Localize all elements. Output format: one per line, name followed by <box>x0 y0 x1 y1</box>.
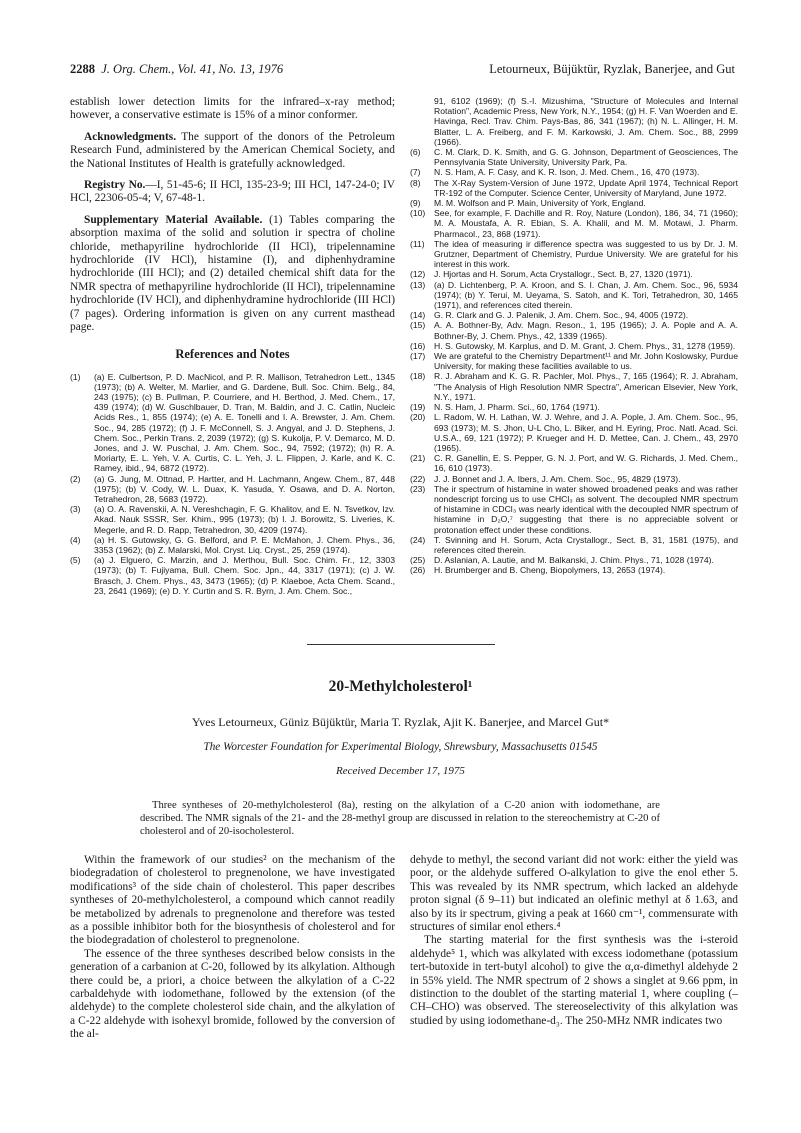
reference-item <box>410 453 738 473</box>
acknowledgments-label: Acknowledgments. <box>84 130 177 143</box>
reference-text: J. J. Bonnet and J. A. Ibers, J. Am. Chem. Soc., 95, 4829 (1973). <box>434 473 681 484</box>
reference-text: C. M. Clark, D. K. Smith, and G. G. Johnson, Department of Geosciences, The Pennsylvania State University, University Park, Pa. <box>434 147 738 168</box>
reference-number: (23) <box>410 483 426 494</box>
reference-number: (15) <box>410 320 426 331</box>
body-right-column <box>410 854 738 1028</box>
reference-item <box>410 555 738 565</box>
reference-text: (a) O. A. Ravenskii, A. N. Vereshchagin, F. G. Khalitov, and E. N. Tsvetkov, Izv. Akad. Nauk SSSR, Ser. Khim., 995 (1973); (b) I. J. Borowitz, S. Liveries, K. Megerle, and R. D. Rapp, Tetrahedron, 30, 4209 (1974). <box>94 504 395 535</box>
reference-item <box>410 341 738 351</box>
reference-item <box>410 280 738 311</box>
reference-text: H. Brumberger and B. Cheng, Biopolymers, 13, 2653 (1974). <box>434 565 666 576</box>
reference-text: (a) D. Lichtenberg, P. A. Kroon, and S. I. Chan, J. Am. Chem. Soc., 96, 5934 (1974); (b) Y. Terui, M. Ueyama, S. Satoh, and K. Tori, Tetrahedron, 30, 1465 (1971), and references cited therein. <box>434 279 738 311</box>
reference-item <box>410 484 738 535</box>
reference-item <box>70 535 395 555</box>
reference-number: (14) <box>410 310 426 321</box>
reference-text: (a) H. S. Gutowsky, G. G. Belford, and P. E. McMahon, J. Chem. Phys., 36, 3353 (1962); (b) Z. Malarski, Mol. Cryst. Liq. Cryst., 25, 259 (1974). <box>94 534 395 555</box>
reference-item <box>410 412 738 453</box>
reference-number: (26) <box>410 565 426 576</box>
reference-text: We are grateful to the Chemistry Department¹¹ and Mr. John Koslowsky, Purdue University, for making these facilities available to us. <box>434 351 738 372</box>
reference-text: D. Aslanian, A. Lautie, and M. Balkanski, J. Chim. Phys., 71, 1028 (1974). <box>434 555 714 566</box>
reference-number: (3) <box>70 504 81 515</box>
reference-text: R. J. Abraham and K. G. R. Pachler, Mol. Phys., 7, 165 (1964); R. J. Abraham, "The Analysis of High Resolution NMR Spectra", American Elsevier, New York, N.Y., 1971. <box>434 371 738 402</box>
reference-number: (25) <box>410 555 426 566</box>
prev-article-right-column <box>410 96 738 576</box>
reference-text: J. Hjortas and H. Sorum, Acta Crystallogr., Sect. B, 27, 1320 (1971). <box>434 269 693 280</box>
reference-text: C. R. Ganellin, E. S. Pepper, G. N. J. Port, and W. G. Richards, J. Med. Chem., 16, 610 (1973). <box>434 453 738 474</box>
reference-text: See, for example, F. Dachille and R. Roy, Nature (London), 186, 34, 71 (1960); M. A. Moustafa, A. R. Ebian, S. A. Khalil, and M. M. Motawi, J. Pharm. Pharmacol., 23, 868 (1971). <box>434 208 738 239</box>
reference-text: (a) J. Elguero, C. Marzin, and J. Merthou, Bull. Soc. Chim. Fr., 12, 3303 (1973); (b) T. Fujiyama, Bull. Chem. Soc. Jpn., 44, 3317 (1971); (c) J. W. Brasch, J. Chem. Phys., 43, 3473 (1965); (d) P. Klaeboe, Acta Chem. Scand., 23, 2641 (1969); (e) D. Y. Curtin and S. R. Byrn, J. Am. Chem. Soc., <box>94 555 395 596</box>
body-left-column <box>70 854 395 1042</box>
supplementary-text: (1) Tables comparing the absorption maxima of the solid and solution ir spectra of choline chloride, methapyriline hydrochloride (II HCl), tripelennamine hydrochloride (IV HCl), histamine (I), and diphenhydramine hydrochloride (III HCl); and (2) detailed chemical shift data for the NMR spectra of methapyriline hydrochloride (II HCl), tripelennamine hydrochloride (IV HCl), and diphenhydramine hydrochloride (III HCl) (7 pages). Ordering information is given on any current masthead page. <box>70 213 395 334</box>
reference-item <box>410 371 738 402</box>
running-head-authors: Letourneux, Büjüktür, Ryzlak, Banerjee, and Gut <box>489 62 735 76</box>
reference-number: (20) <box>410 412 426 423</box>
reference-text: N. S. Ham, J. Pharm. Sci., 60, 1764 (1971). <box>434 402 600 413</box>
reference-text: N. S. Ham, A. F. Casy, and K. R. Ison, J. Med. Chem., 16, 470 (1973). <box>434 167 700 178</box>
reference-number: (18) <box>410 371 426 382</box>
reference-item <box>410 320 738 340</box>
reference-number: (16) <box>410 340 426 351</box>
received-date: Received December 17, 1975 <box>336 765 465 777</box>
reference-number: (19) <box>410 402 426 413</box>
reference-text: The X-Ray System-Version of June 1972, Update April 1974, Technical Report TR-192 of the Computer. Science Center, University of Maryland, June 1972. <box>434 177 738 198</box>
body-paragraph: Within the framework of our studies² on the mechanism of the biodegradation of cholesterol to pregnenolone, we have investigated modifications³ of the side chain of cholesterol. This paper describes syntheses of 20-methylcholesterol, a compound which cannot readily be metabolized by adrenals to pregnenolone and therefore was tested as a possible inhibitor both for the biosynthesis of cholesterol and for the biodegradation of cholesterol to pregnenolone. <box>70 854 395 947</box>
reference-item <box>410 178 738 198</box>
article-affiliation: The Worcester Foundation for Experimental Biology, Shrewsbury, Massachusetts 01545 <box>203 741 598 753</box>
prev-article-left-column <box>70 96 395 596</box>
registry-paragraph <box>70 179 395 206</box>
reference-number: (12) <box>410 269 426 280</box>
reference-item <box>410 310 738 320</box>
reference-item <box>410 167 738 177</box>
reference-item <box>410 147 738 167</box>
reference-item <box>410 402 738 412</box>
reference-item <box>410 535 738 555</box>
reference-text: H. S. Gutowsky, M. Karplus, and D. M. Grant, J. Chem. Phys., 31, 1278 (1959). <box>434 340 736 351</box>
reference-number: (17) <box>410 351 426 362</box>
reference-number: (24) <box>410 534 426 545</box>
body-paragraph: The starting material for the first synthesis was the i-steroid aldehyde⁵ 1, which was alkylated with excess iodomethane (potassium tert-butoxide in tert-butyl alcohol) to give the α,α-dimethyl aldehyde 2 in 55% yield. The NMR spectrum of 2 shows a singlet at 9.66 ppm, in distinction to the doublet of the starting material 1, where coupling (–CH–CHO) was observed. The stereoselectivity of this alkylation was studied by using iodomethane-d₃. The 250-MHz NMR indicates two <box>410 934 738 1027</box>
reference-item <box>410 269 738 279</box>
supplementary-label: Supplementary Material Available. <box>84 213 263 226</box>
reference-number: (10) <box>410 208 426 219</box>
running-head-left <box>70 62 283 77</box>
reference-number: (8) <box>410 177 421 188</box>
reference-item <box>70 474 395 505</box>
reference-number: (21) <box>410 453 426 464</box>
reference-number: (22) <box>410 473 426 484</box>
reference-item <box>410 208 738 239</box>
reference-text: (a) E. Culbertson, P. D. MacNicol, and P. R. Mallison, Tetrahedron Lett., 1345 (1973); (b) A. Welter, M. Marlier, and G. Dardene, Bull. Soc. Chim. Belg., 84, 243 (1975); (c) B. Pullman, P. Courriere, and H. Berthod, J. Med. Chem., 17, 439 (1974); (d) W. Guschlbauer, D. Tran, M. Baldin, and J. C. Catlin, Nucleic Acids Res., 1, 855 (1974); (e) A. E. Tonelli and I. A. Brewster, J. Am. Chem. Soc., 94, 285 (1972); (f) J. F. McConnell, S. J. Angyal, and J. D. Stephens, J. Chem. Soc., Perkin Trans. 2, 2039 (1972); (g) S. Kukolja, P. V. Demarco, M. D. Jones, and J. W. Puschal, J. Am. Chem. Soc., 94, 7592; (1972); (h) R. A. Moriarty, E. L. Yeh, V. A. Curtis, C. L. Yeh, J. L. Flippen, J. Karle, and K. C. Ramey, ibid., 94, 6872 (1972). <box>94 371 395 474</box>
reference-text: (a) G. Jung, M. Ottnad, P. Hartter, and H. Lachmann, Angew. Chem., 87, 448 (1975); (b) V. Cody, W. L. Duax, K. Yasuda, Y. Osawa, and D. A. Norton, Tetrahedron, 28, 5683 (1972). <box>94 473 395 504</box>
article-abstract: Three syntheses of 20-methylcholesterol (8a), resting on the alkylation of a C-20 anion with iodomethane, are described. The NMR signals of the 21- and the 28-methyl group are discussed in relation to the stereochemistry at C-20 of cholesterol and of 20-isocholesterol. <box>140 800 660 837</box>
reference-item <box>70 555 395 596</box>
reference-text: T. Svinning and H. Sorum, Acta Crystallogr., Sect. B, 31, 1581 (1975), and references cited therein. <box>434 534 738 555</box>
reference-text: A. A. Bothner-By, Adv. Magn. Reson., 1, 195 (1965); J. A. Pople and A. A. Bothner-By, J. Chem. Phys., 42, 1339 (1965). <box>434 320 738 341</box>
reference-number: (11) <box>410 238 425 249</box>
reference-text: M. M. Wolfson and P. Main, University of York, England. <box>434 198 646 209</box>
reference-item <box>410 198 738 208</box>
reference-number: (5) <box>70 555 81 566</box>
reference-text: The ir spectrum of histamine in water showed broadened peaks and was rather nondescript forcing us to use CHCl₃ as solvent. The decoupled NMR spectrum of histamine in CDCl₃ was nearly identical with the decoupled NMR spectrum of histamine in D₂O,⁷ suggesting that there is no appreciable solvent or protonation effect under these conditions. <box>434 483 738 535</box>
reference-text: L. Radom, W. H. Lathan, W. J. Wehre, and J. A. Pople, J. Am. Chem. Soc., 95, 693 (1973); M. S. Jhon, U-L Cho, L. Biker, and H. Eyring, Proc. Natl. Acad. Sci. U.S.A., 69, 121 (1972); P. Krueger and H. D. Mettee, Can. J. Chem., 43, 2970 (1965). <box>434 412 738 453</box>
references-continuation <box>410 96 738 147</box>
supplementary-paragraph <box>70 214 395 335</box>
body-paragraph: The essence of the three syntheses described below consists in the generation of a carbanion at C-20, followed by its alkylation. Although there could be, a priori, a choice between the alkylation of a C-22 carbaldehyde with iodomethane, followed by the extension (of the aldehyde) to the complete cholesterol side chain, and the alkylation of a C-22 aldehyde with isohexyl bromide, followed by the conversion of the al- <box>70 947 395 1041</box>
references-heading: References and Notes <box>175 346 290 361</box>
closing-paragraph: establish lower detection limits for the infrared–x-ray method; however, a conservative estimate is 15% of a minor conformer. <box>70 96 395 122</box>
acknowledgments-paragraph <box>70 131 395 171</box>
reference-item <box>410 565 738 575</box>
article-title: 20-Methylcholesterol¹ <box>328 678 473 695</box>
page-number: 2288 <box>70 62 95 76</box>
references-list-left <box>70 372 395 596</box>
reference-number: (1) <box>70 371 81 382</box>
body-paragraph: dehyde to methyl, the second variant did not work: either the yield was poor, or the aldehyde suffered O-alkylation to give the enol ether 5. This was revealed by its NMR spectrum, which lacked an aldehyde proton signal (δ 9–11) but indicated an olefinic methyl at δ 1.63, and also by its ir spectrum, giving a peak at 1660 cm⁻¹, commensurate with structures of similar enol ethers.⁴ <box>410 854 738 934</box>
reference-number: (13) <box>410 279 426 290</box>
reference-number: (6) <box>410 147 421 158</box>
registry-text: —I, 51-45-6; II HCl, 135-23-9; III HCl, 147-24-0; IV HCl, 22306-05-4; V, 67-48-1. <box>70 179 395 205</box>
reference-item <box>410 474 738 484</box>
registry-label: Registry No. <box>84 179 146 192</box>
reference-item <box>70 504 395 535</box>
article-authors: Yves Letourneux, Güniz Büjüktür, Maria T. Ryzlak, Ajit K. Banerjee, and Marcel Gut* <box>191 715 610 729</box>
article-divider <box>307 644 495 645</box>
reference-number: (4) <box>70 534 81 545</box>
references-list-right <box>410 147 738 576</box>
journal-citation: J. Org. Chem., Vol. 41, No. 13, 1976 <box>101 62 284 76</box>
reference-text: G. R. Clark and G. J. Palenik, J. Am. Chem. Soc., 94, 4005 (1972). <box>434 310 689 321</box>
reference-item <box>410 351 738 371</box>
reference-item <box>70 372 395 474</box>
acknowledgments-text: The support of the donors of the Petroleum Research Fund, administered by the American Chemical Society, and the National Institutes of Health is gratefully acknowledged. <box>70 130 395 170</box>
reference-item <box>410 239 738 270</box>
reference-number: (7) <box>410 167 421 178</box>
reference-text: The idea of measuring ir difference spectra was suggested to us by Dr. J. M. Grutzner, Department of Chemistry, Purdue University. We are grateful for his interest in this work. <box>434 238 738 270</box>
reference-continuation-item: 91, 6102 (1969); (f) S.-I. Mizushima, "Structure of Molecules and Internal Rotation", Academic Press, New York, N.Y., 1954; (g) H. F. Van Woerden and E. Havinga, Recl. Trav. Chim. Pays-Bas, 86, 341 (1967); (h) N. L. Allinger, H. M. Blatter, L. A. Freiberg, and F. M. Karkowski, J. Am. Chem. Soc., 88, 2999 (1966). <box>434 96 738 147</box>
reference-number: (9) <box>410 198 421 209</box>
reference-number: (2) <box>70 473 81 484</box>
